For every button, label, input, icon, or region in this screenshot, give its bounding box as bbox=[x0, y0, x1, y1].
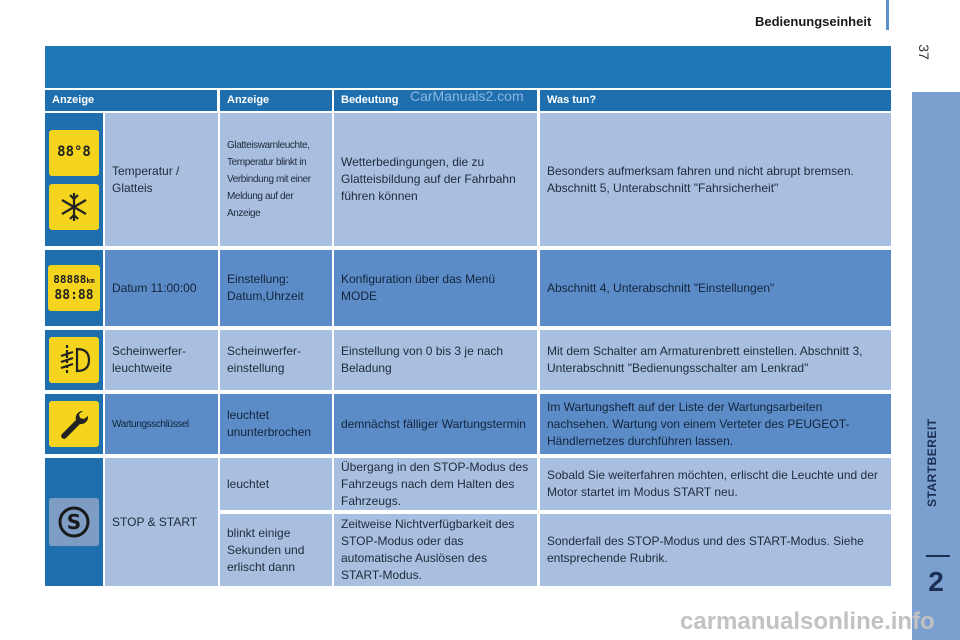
header-rule bbox=[886, 0, 889, 30]
indicator-action: Abschnitt 4, Unterabschnitt "Einstellungen" bbox=[540, 250, 891, 326]
indicator-state: Scheinwerfer- einstellung bbox=[220, 330, 332, 390]
chapter-number: 2 bbox=[928, 566, 944, 597]
svg-text:S: S bbox=[66, 510, 82, 534]
indicator-meaning: Einstellung von 0 bis 3 je nach Beladung bbox=[334, 330, 537, 390]
temperature-display-icon: 88°8 bbox=[49, 130, 99, 176]
indicator-name: Temperatur / Glatteis bbox=[105, 113, 218, 246]
column-header-meaning: Bedeutung bbox=[334, 90, 537, 111]
indicator-action: Sonderfall des STOP-Modus und des START-Modus. Siehe entsprechende Rubrik. bbox=[540, 514, 891, 586]
wrench-icon bbox=[49, 401, 99, 447]
headlight-adjust-icon bbox=[49, 337, 99, 383]
indicator-meaning: Konfiguration über das Menü MODE bbox=[334, 250, 537, 326]
indicator-name: Datum 11:00:00 bbox=[105, 250, 218, 326]
indicator-name: Scheinwerfer- leuchtweite bbox=[105, 330, 218, 390]
snowflake-icon bbox=[49, 184, 99, 230]
indicator-action: Sobald Sie weiterfahren möchten, erlischt die Leuchte und der Motor startet im Modus START neu. bbox=[540, 458, 891, 510]
indicator-meaning: demnächst fälliger Wartungstermin bbox=[334, 394, 537, 454]
indicator-state: Einstellung: Datum,Uhrzeit bbox=[220, 250, 332, 326]
indicator-name: Wartungsschlüssel bbox=[105, 394, 218, 454]
indicator-state: leuchtet bbox=[220, 458, 332, 510]
section-title: Bedienungseinheit bbox=[755, 14, 872, 29]
indicator-state: Glatteiswarnleuchte, Temperatur blinkt in Verbindung mit einer Meldung auf der Anzeige bbox=[220, 113, 332, 246]
indicator-name: STOP & START bbox=[105, 458, 218, 586]
column-header-indicator: Anzeige bbox=[45, 90, 217, 111]
date-time-icon: 88888km 88:88 bbox=[48, 265, 100, 311]
table-row-icon-cell bbox=[45, 113, 103, 246]
page-number: 37 bbox=[916, 44, 932, 60]
side-tab-label: STARTBEREIT bbox=[925, 418, 939, 507]
table-row-icon-cell bbox=[45, 330, 103, 390]
indicator-meaning: Zeitweise Nichtverfügbarkeit des STOP-Modus oder das automatische Auslösen des START-Modus. bbox=[334, 514, 537, 586]
column-header-action: Was tun? bbox=[540, 90, 891, 111]
indicator-meaning: Wetterbedingungen, die zu Glatteisbildung auf der Fahrbahn führen können bbox=[334, 113, 537, 246]
table-row-icon-cell bbox=[45, 250, 103, 326]
side-tab bbox=[912, 92, 960, 640]
side-tab-rule bbox=[926, 555, 950, 557]
table-row-icon-cell bbox=[45, 458, 103, 586]
table-row-icon-cell bbox=[45, 394, 103, 454]
watermark: CarManuals2.com bbox=[410, 88, 524, 104]
table-banner bbox=[45, 46, 891, 88]
column-header-display: Anzeige bbox=[220, 90, 332, 111]
indicator-action: Im Wartungsheft auf der Liste der Wartungsarbeiten nachsehen. Wartung von einem Verteter des PEUGEOT-Händlernetzes durchführen lassen. bbox=[540, 394, 891, 454]
indicator-action: Besonders aufmerksam fahren und nicht abrupt bremsen. Abschnitt 5, Unterabschnitt "Fahrsicherheit" bbox=[540, 113, 891, 246]
indicator-state: blinkt einige Sekunden und erlischt dann bbox=[220, 514, 332, 586]
stop-start-icon bbox=[49, 498, 99, 546]
indicator-action: Mit dem Schalter am Armaturenbrett einstellen. Abschnitt 3, Unterabschnitt "Bedienungsschalter am Lenkrad" bbox=[540, 330, 891, 390]
indicator-state: leuchtet ununterbrochen bbox=[220, 394, 332, 454]
footer-watermark: carmanualsonline.info bbox=[680, 608, 935, 635]
indicator-meaning: Übergang in den STOP-Modus des Fahrzeugs nach dem Halten des Fahrzeugs. bbox=[334, 458, 537, 510]
